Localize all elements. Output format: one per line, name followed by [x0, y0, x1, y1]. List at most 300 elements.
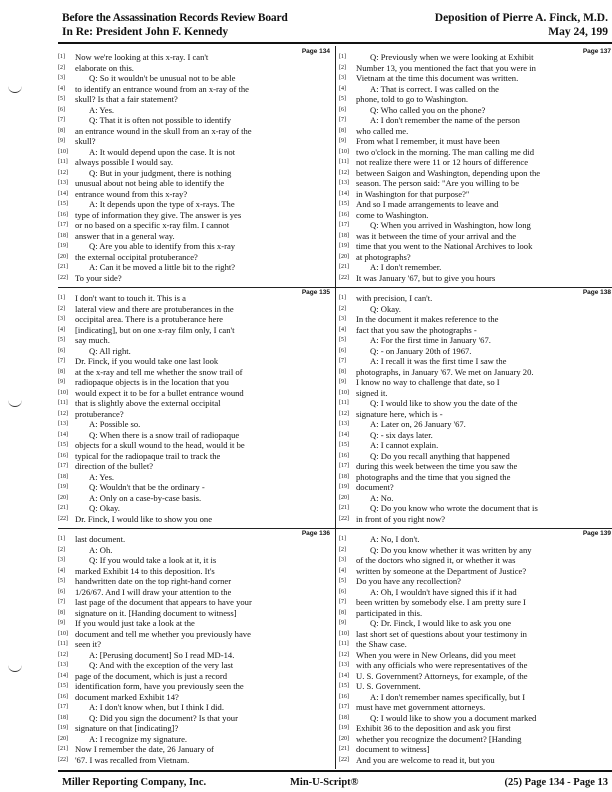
line-text: And you are welcome to read it, but you: [356, 754, 495, 765]
line-text: To your side?: [75, 272, 122, 283]
line-text: last page of the document that appears to have your: [75, 597, 252, 607]
line-text: A: Oh, I wouldn't have signed this if it had: [370, 586, 517, 597]
transcript-line: [58, 597, 252, 608]
line-text: Q: Who called you on the phone?: [370, 104, 486, 115]
line-text: would expect it to be for a bullet entrance wound: [75, 387, 244, 398]
transcript-line: [58, 534, 125, 545]
line-text: of the doctors who signed it, or whether it was: [356, 555, 516, 565]
line-number: [2]: [58, 546, 65, 553]
line-number: [11]: [339, 400, 349, 406]
line-number: [13]: [58, 662, 68, 668]
transcript-line: [58, 671, 227, 682]
line-number: [21]: [339, 746, 349, 752]
transcript-line: [58, 713, 238, 724]
line-text: or no based on a specific x-ray film. I cannot: [75, 220, 230, 230]
transcript-line: [58, 115, 231, 126]
transcript-line: [339, 346, 471, 357]
transcript-line: [339, 597, 526, 608]
transcript-line: [58, 493, 201, 504]
line-number: [22]: [339, 756, 349, 763]
line-text: I know no way to challenge that date, so I: [356, 377, 500, 387]
line-number: [22]: [58, 274, 68, 281]
line-number: [14]: [58, 431, 68, 438]
line-text: written by someone at the Department of Justice?: [356, 565, 527, 576]
line-text: A: It would depend upon the case. It is not: [89, 146, 236, 157]
line-text: Q: Previously when we were looking at Exhibit: [370, 52, 534, 62]
line-number: [2]: [339, 64, 346, 71]
transcript-line: [339, 451, 510, 462]
line-number: [3]: [58, 557, 65, 563]
line-number: [14]: [339, 672, 349, 679]
line-text: photographs and the time that you signed the: [356, 471, 511, 482]
line-text: It was January '67, but to give you hours: [356, 272, 496, 283]
page-number-label: Page 138: [582, 289, 611, 296]
line-number: [20]: [339, 253, 349, 260]
line-text: A: I don't remember names specifically, but I: [370, 691, 526, 702]
transcript-line: [339, 629, 527, 640]
line-text: direction of the bullet?: [75, 461, 154, 471]
line-number: [17]: [58, 704, 68, 710]
line-number: [10]: [339, 148, 349, 155]
transcript-line: [58, 618, 195, 629]
line-number: [6]: [339, 347, 346, 354]
transcript-line: [58, 136, 96, 147]
line-text: at photographs?: [356, 251, 411, 262]
line-text: If you would just take a look at the: [75, 618, 195, 628]
transcript-line: [339, 126, 408, 137]
line-text: unusual about not being able to identify the: [75, 178, 225, 188]
transcript-line: [339, 440, 438, 451]
line-text: A: I recognize my signature.: [89, 733, 188, 744]
line-text: page of the document, which is just a record: [75, 670, 228, 681]
transcript-line: [58, 84, 249, 95]
line-number: [21]: [58, 505, 68, 511]
page-number-label: Page 135: [301, 289, 330, 296]
transcript-line: [339, 231, 516, 242]
line-number: [17]: [58, 222, 68, 228]
transcript-line: [339, 136, 500, 147]
transcript-line: [339, 210, 428, 221]
line-text: protuberance?: [75, 408, 124, 419]
transcript-line: [58, 419, 140, 430]
line-text: photographs, in January '67. We met on January 20.: [356, 366, 534, 377]
board-title: Before the Assassination Records Review Board: [62, 12, 288, 24]
line-number: [14]: [339, 431, 349, 438]
transcript-line: [58, 702, 224, 713]
line-number: [3]: [58, 316, 65, 322]
transcript-line: [58, 734, 187, 745]
line-number: [8]: [58, 127, 65, 134]
transcript-line: [58, 482, 205, 493]
line-number: [4]: [58, 567, 65, 574]
transcript-line: [58, 231, 175, 242]
transcript-line: [58, 576, 231, 587]
transcript-line: [58, 587, 231, 598]
line-number: [18]: [339, 714, 349, 721]
line-text: type of information they give. The answer is yes: [75, 209, 242, 220]
line-text: the Shaw case.: [356, 639, 407, 649]
line-text: lateral view and there are protuberances in the: [75, 303, 234, 314]
line-number: [13]: [339, 662, 349, 668]
line-text: Dr. Finck, I would like to show you one: [75, 513, 213, 524]
line-number: [7]: [58, 599, 65, 605]
min-u-script: Min-U-Script®: [290, 777, 359, 788]
transcript-line: [339, 514, 445, 525]
transcript-line: [339, 377, 500, 388]
line-number: [2]: [339, 305, 346, 312]
line-text: season. The person said: "Are you willing to be: [356, 178, 520, 188]
transcript-line: [58, 147, 235, 158]
transcript-line: [58, 660, 233, 671]
line-text: handwritten date on the top right-hand corner: [75, 576, 232, 586]
line-number: [5]: [339, 337, 346, 343]
line-text: Q: - six days later.: [370, 429, 433, 440]
transcript-line: [339, 419, 466, 430]
line-number: [22]: [339, 274, 349, 281]
transcript-line: [339, 367, 534, 378]
line-text: Q: Dr. Finck, I would like to ask you one: [370, 618, 512, 628]
line-number: [9]: [339, 620, 346, 626]
transcript-line: [58, 73, 235, 84]
transcript-line: [58, 252, 198, 263]
line-text: last document.: [75, 534, 126, 544]
line-text: A: [Perusing document] So I read MD-14.: [89, 649, 235, 660]
page-number-label: Page 134: [301, 48, 330, 55]
transcript-line: [339, 189, 469, 200]
line-text: marked Exhibit 14 to this deposition. It's: [75, 565, 215, 576]
line-number: [19]: [339, 725, 349, 731]
transcript-line: [58, 461, 153, 472]
line-text: Q: Okay.: [89, 503, 120, 513]
transcript-line: [339, 325, 477, 336]
line-text: A: No, I don't.: [370, 534, 420, 544]
line-text: seen it?: [75, 639, 102, 649]
line-number: [16]: [339, 693, 349, 700]
transcript-line: [339, 220, 531, 231]
line-number: [21]: [58, 264, 68, 270]
line-text: skull?: [75, 136, 96, 146]
line-text: answer that in a general way.: [75, 230, 175, 241]
transcript-page: [339, 287, 612, 528]
line-number: [5]: [58, 96, 65, 102]
line-text: always possible I would say.: [75, 157, 174, 167]
page-number-label: Page 136: [301, 530, 330, 537]
line-number: [16]: [58, 693, 68, 700]
line-number: [3]: [339, 75, 346, 81]
line-number: [8]: [58, 609, 65, 616]
line-text: I don't want to touch it. This is a: [75, 293, 186, 303]
line-number: [5]: [339, 578, 346, 584]
line-number: [4]: [58, 85, 65, 92]
transcript-line: [339, 576, 461, 587]
transcript-line: [339, 409, 443, 420]
page-footer: [58, 770, 612, 792]
line-text: document to witness]: [356, 744, 430, 754]
line-text: [indicating], but on one x-ray film only, I can't: [75, 324, 235, 335]
line-text: Vietnam at the time this document was written.: [356, 73, 519, 83]
line-text: Q: - on January 20th of 1967.: [370, 345, 472, 356]
line-number: [14]: [58, 672, 68, 679]
line-text: an entrance wound in the skull from an x-ray of the: [75, 125, 252, 136]
transcript-line: [58, 168, 231, 179]
line-number: [9]: [339, 138, 346, 144]
line-number: [2]: [58, 64, 65, 71]
transcript-line: [339, 293, 432, 304]
line-text: Dr. Finck, if you would take one last look: [75, 356, 219, 366]
line-text: U. S. Government? Attorneys, for example, of the: [356, 670, 528, 681]
line-number: [14]: [58, 190, 68, 197]
transcript-line: [58, 367, 243, 378]
transcript-line: [58, 63, 134, 74]
line-number: [17]: [339, 704, 349, 710]
line-number: [16]: [339, 211, 349, 218]
transcript-line: [339, 713, 536, 724]
line-text: A: Yes.: [89, 104, 115, 115]
transcript-line: [58, 346, 131, 357]
transcript-line: [339, 63, 536, 74]
line-number: [19]: [58, 243, 68, 249]
line-text: must have met government attorneys.: [356, 702, 486, 712]
line-text: signed it.: [356, 387, 388, 398]
line-text: Q: Do you recall anything that happened: [370, 450, 510, 461]
line-text: time that you went to the National Archives to look: [356, 241, 533, 251]
transcript-line: [339, 273, 495, 284]
line-number: [4]: [339, 567, 346, 574]
transcript-line: [58, 755, 189, 766]
transcript-line: [58, 503, 120, 514]
transcript-line: [58, 262, 235, 273]
line-text: at the x-ray and tell me whether the snow trail of: [75, 366, 243, 377]
line-number: [15]: [58, 201, 68, 207]
line-text: A: I cannot explain.: [370, 440, 439, 450]
line-text: Now we're looking at this x-ray. I can't: [75, 52, 209, 62]
transcript-line: [58, 325, 234, 336]
page-header: [0, 0, 612, 44]
line-text: been written by somebody else. I am pretty sure I: [356, 597, 526, 607]
line-number: [5]: [58, 578, 65, 584]
line-number: [18]: [339, 232, 349, 239]
transcript-line: [58, 451, 220, 462]
transcript-line: [58, 241, 235, 252]
transcript-line: [58, 293, 186, 304]
line-text: A: I recall it was the first time I saw the: [370, 356, 507, 366]
line-text: Q: But in your judgment, there is nothing: [89, 167, 232, 178]
line-text: whether you recognize the document? [Handing: [356, 733, 522, 744]
transcript-line: [58, 356, 218, 367]
margin-mark: [8, 398, 22, 407]
page-number-label: Page 139: [582, 530, 611, 537]
line-text: to identify an entrance wound from an x-ray of the: [75, 83, 249, 94]
transcript-line: [58, 210, 241, 221]
line-text: the external occipital protuberance?: [75, 251, 198, 262]
line-number: [1]: [339, 536, 346, 542]
line-number: [6]: [58, 106, 65, 113]
line-number: [8]: [339, 368, 346, 375]
transcript-page: [339, 46, 612, 287]
line-text: Q: Are you able to identify from this x-ray: [89, 241, 236, 251]
transcript-line: [339, 734, 521, 745]
transcript-line: [339, 660, 527, 671]
line-number: [15]: [339, 683, 349, 689]
line-number: [20]: [58, 735, 68, 742]
line-text: Q: Wouldn't that be the ordinary -: [89, 482, 205, 492]
line-text: in front of you right now?: [356, 513, 446, 524]
transcript-line: [58, 220, 229, 231]
line-number: [11]: [58, 641, 68, 647]
line-text: A: I don't know when, but I think I did.: [89, 702, 224, 712]
line-number: [12]: [339, 651, 349, 658]
line-text: document marked Exhibit 14?: [75, 691, 179, 702]
line-text: A: Possible so.: [89, 419, 141, 429]
line-text: Q: Did you sign the document? Is that your: [89, 712, 238, 723]
line-text: Q: So it wouldn't be unusual not to be able: [89, 73, 236, 83]
line-number: [21]: [58, 746, 68, 752]
line-number: [6]: [58, 588, 65, 595]
line-text: And so I made arrangements to leave and: [356, 199, 499, 209]
transcript-line: [339, 241, 532, 252]
transcript-grid: [58, 46, 612, 769]
line-text: Q: And with the exception of the very last: [89, 660, 234, 670]
line-number: [21]: [339, 505, 349, 511]
line-number: [8]: [58, 368, 65, 375]
transcript-line: [339, 566, 526, 577]
line-number: [18]: [339, 473, 349, 480]
line-text: participated in this.: [356, 607, 423, 618]
line-number: [7]: [339, 599, 346, 605]
line-number: [3]: [339, 557, 346, 563]
line-number: [10]: [339, 389, 349, 396]
transcript-line: [339, 94, 468, 105]
line-number: [5]: [58, 337, 65, 343]
line-number: [7]: [339, 117, 346, 123]
transcript-line: [58, 650, 234, 661]
transcript-line: [339, 692, 525, 703]
line-text: skull? Is that a fair statement?: [75, 94, 178, 104]
line-number: [13]: [339, 180, 349, 186]
page-number-label: Page 137: [582, 48, 611, 55]
transcript-line: [58, 514, 212, 525]
transcript-line: [58, 105, 114, 116]
line-text: A: Oh.: [89, 544, 113, 555]
line-number: [4]: [58, 326, 65, 333]
line-text: Q: That it is often not possible to identify: [89, 115, 232, 125]
transcript-line: [339, 461, 517, 472]
line-number: [17]: [339, 222, 349, 228]
line-number: [8]: [339, 609, 346, 616]
line-text: say much.: [75, 335, 110, 345]
transcript-line: [58, 409, 124, 420]
transcript-line: [339, 430, 433, 441]
line-number: [12]: [339, 169, 349, 176]
line-number: [22]: [58, 515, 68, 522]
transcript-line: [339, 555, 515, 566]
line-number: [10]: [339, 630, 349, 637]
line-number: [3]: [58, 75, 65, 81]
transcript-line: [58, 189, 187, 200]
transcript-line: [339, 681, 421, 692]
line-text: Number 13, you mentioned the fact that you were in: [356, 62, 536, 73]
transcript-line: [58, 430, 239, 441]
line-number: [16]: [58, 211, 68, 218]
line-number: [18]: [58, 232, 68, 239]
transcript-line: [339, 335, 491, 346]
line-text: From what I remember, it must have been: [356, 136, 500, 146]
line-number: [14]: [339, 190, 349, 197]
line-text: elaborate on this.: [75, 62, 134, 73]
transcript-line: [58, 555, 216, 566]
transcript-line: [339, 744, 430, 755]
line-text: entrance wound from this x-ray?: [75, 188, 188, 199]
line-number: [11]: [339, 159, 349, 165]
line-text: not realize there were 11 or 12 hours of difference: [356, 157, 529, 167]
line-text: document?: [356, 482, 394, 492]
line-number: [4]: [339, 326, 346, 333]
transcript-line: [339, 702, 485, 713]
line-number: [1]: [58, 536, 65, 542]
transcript-page: [58, 287, 335, 528]
line-number: [22]: [339, 515, 349, 522]
line-number: [10]: [58, 148, 68, 155]
line-number: [9]: [339, 379, 346, 385]
line-number: [4]: [339, 85, 346, 92]
case-title: In Re: President John F. Kennedy: [62, 26, 229, 38]
transcript-line: [339, 168, 540, 179]
transcript-line: [58, 472, 114, 483]
line-number: [11]: [58, 400, 68, 406]
transcript-line: [339, 723, 511, 734]
line-number: [15]: [339, 442, 349, 448]
line-text: A: It depends upon the type of x-rays. The: [89, 199, 235, 209]
line-text: with any officials who were representatives of the: [356, 660, 528, 670]
line-number: [13]: [58, 421, 68, 427]
line-number: [1]: [58, 54, 65, 60]
transcript-line: [58, 335, 110, 346]
line-number: [21]: [339, 264, 349, 270]
line-number: [10]: [58, 630, 68, 637]
line-number: [13]: [58, 180, 68, 186]
line-text: Q: If you would take a look at it, it is: [89, 555, 217, 565]
line-text: come to Washington.: [356, 209, 429, 220]
line-number: [20]: [339, 735, 349, 742]
transcript-line: [58, 314, 223, 325]
line-number: [16]: [339, 452, 349, 459]
line-number: [15]: [58, 683, 68, 689]
line-text: A: No.: [370, 492, 394, 503]
line-number: [19]: [58, 725, 68, 731]
line-text: last short set of questions about your testimony in: [356, 628, 527, 639]
transcript-line: [58, 681, 244, 692]
line-text: signature on it. [Handing document to witness]: [75, 607, 237, 618]
transcript-line: [58, 692, 179, 703]
transcript-line: [58, 388, 244, 399]
deposition-date: May 24, 199: [548, 26, 608, 38]
line-number: [12]: [58, 651, 68, 658]
line-number: [2]: [339, 546, 346, 553]
transcript-page: [58, 46, 335, 287]
line-number: [6]: [339, 106, 346, 113]
line-text: Q: I would like to show you a document marked: [370, 712, 537, 723]
line-number: [11]: [339, 641, 349, 647]
line-number: [20]: [58, 253, 68, 260]
transcript-line: [339, 534, 420, 545]
line-number: [20]: [339, 494, 349, 501]
line-number: [18]: [58, 473, 68, 480]
transcript-line: [339, 73, 518, 84]
line-text: radiopaque objects is in the location that you: [75, 377, 229, 387]
line-number: [10]: [58, 389, 68, 396]
transcript-line: [58, 398, 221, 409]
line-text: 1/26/67. And I will draw your attention to the: [75, 586, 232, 597]
